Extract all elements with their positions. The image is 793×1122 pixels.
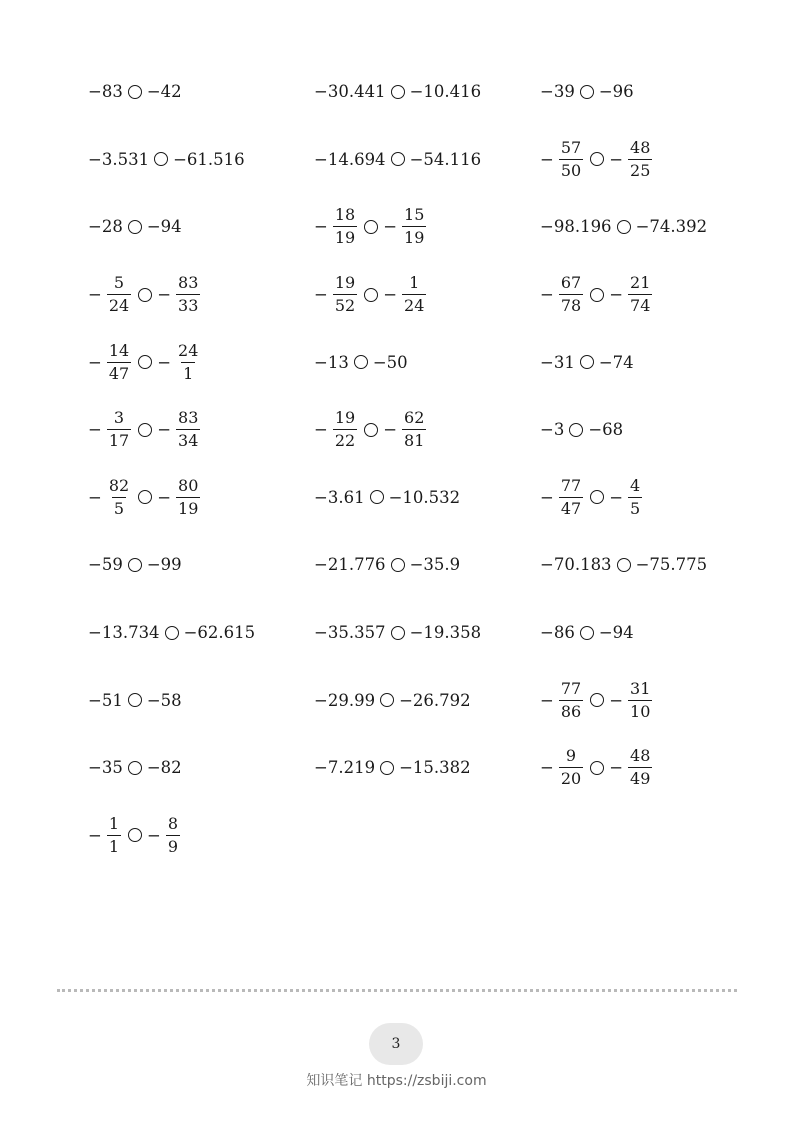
fraction-sign: − <box>540 149 554 169</box>
number-term: −86 <box>540 623 575 643</box>
comparison-problem <box>88 340 314 383</box>
fraction <box>559 748 583 787</box>
fraction-sign: − <box>88 487 102 507</box>
fraction-term <box>609 475 644 518</box>
number-term: −96 <box>598 82 634 102</box>
answer-circle[interactable] <box>128 693 142 707</box>
fraction-term <box>88 340 133 383</box>
fraction-denominator: 24 <box>108 296 130 316</box>
fraction-term <box>540 137 585 180</box>
fraction-numerator: 83 <box>178 273 199 293</box>
number-term: −94 <box>598 623 634 643</box>
fraction-denominator: 10 <box>630 701 651 721</box>
number-term: −35.357 <box>314 623 386 643</box>
fraction-denominator: 1 <box>108 836 120 856</box>
comparison-problem <box>540 275 766 314</box>
number-term: −42 <box>146 82 182 102</box>
fraction-denominator: 22 <box>334 431 356 451</box>
fraction-denominator: 50 <box>560 160 582 180</box>
problem-row <box>88 531 768 599</box>
fraction-term <box>88 275 133 314</box>
answer-circle[interactable] <box>590 490 604 504</box>
fraction-numerator: 83 <box>178 408 199 428</box>
comparison-problem <box>88 623 314 642</box>
fraction-term <box>609 275 654 314</box>
number-term: −50 <box>372 352 408 372</box>
fraction-term <box>609 748 654 787</box>
number-term: −70.183 <box>540 555 612 575</box>
fraction-numerator: 31 <box>630 678 651 698</box>
fraction-numerator: 82 <box>108 475 130 495</box>
fraction-sign: − <box>157 420 172 440</box>
fraction-numerator: 1 <box>108 813 120 833</box>
fraction-term <box>383 207 428 246</box>
problem-row <box>88 802 768 870</box>
fraction-denominator: 47 <box>560 498 582 518</box>
number-term: −30.441 <box>314 82 386 102</box>
page-number: 3 <box>391 1036 401 1052</box>
comparison-problem <box>88 275 314 314</box>
fraction <box>559 475 583 518</box>
problem-row <box>88 193 768 261</box>
comparison-problem <box>88 691 314 710</box>
fraction-denominator: 9 <box>167 836 179 856</box>
comparison-problem <box>88 82 314 101</box>
fraction-term <box>383 275 428 314</box>
answer-circle[interactable] <box>165 626 179 640</box>
answer-circle[interactable] <box>154 152 168 166</box>
fraction-denominator: 19 <box>334 228 356 248</box>
fraction-numerator: 3 <box>113 408 125 428</box>
fraction-denominator: 34 <box>178 431 199 451</box>
answer-circle[interactable] <box>128 761 142 775</box>
fraction-numerator: 5 <box>113 273 125 293</box>
answer-circle[interactable] <box>391 85 405 99</box>
answer-circle[interactable] <box>580 355 594 369</box>
fraction-denominator: 74 <box>630 296 651 316</box>
fraction-term <box>147 813 182 856</box>
fraction-denominator: 24 <box>404 296 425 316</box>
problem-row <box>88 734 768 802</box>
fraction-denominator: 1 <box>183 363 194 383</box>
fraction-numerator: 15 <box>404 205 425 225</box>
fraction-numerator: 67 <box>560 273 582 293</box>
number-term: −74.392 <box>635 217 708 237</box>
answer-circle[interactable] <box>569 423 583 437</box>
fraction-term <box>609 678 654 721</box>
comparison-problem <box>540 748 766 787</box>
fraction-numerator: 19 <box>334 408 356 428</box>
fraction-sign: − <box>383 217 398 237</box>
number-term: −7.219 <box>314 758 376 778</box>
answer-circle[interactable] <box>590 693 604 707</box>
fraction-term <box>540 748 585 787</box>
fraction-sign: − <box>314 285 328 305</box>
number-term: −62.615 <box>183 623 256 643</box>
fraction-numerator: 77 <box>560 678 582 698</box>
fraction-sign: − <box>383 420 398 440</box>
comparison-problem <box>314 555 540 574</box>
fraction-sign: − <box>540 758 554 778</box>
number-term: −26.792 <box>399 690 471 710</box>
fraction-numerator: 62 <box>404 408 425 428</box>
fraction <box>107 813 121 856</box>
fraction-term <box>540 475 585 518</box>
answer-circle[interactable] <box>380 693 394 707</box>
problem-row <box>88 396 768 464</box>
problem-row <box>88 126 768 194</box>
fraction-sign: − <box>88 420 102 440</box>
number-term: −29.99 <box>314 690 376 710</box>
fraction <box>107 275 131 314</box>
fraction <box>176 410 200 449</box>
fraction-term <box>157 410 202 449</box>
number-term: −21.776 <box>314 555 386 575</box>
comparison-problem <box>88 758 314 777</box>
fraction-sign: − <box>540 487 554 507</box>
comparison-problem <box>88 475 314 518</box>
number-term: −94 <box>146 217 182 237</box>
answer-circle[interactable] <box>590 152 604 166</box>
comparison-problem <box>314 488 540 507</box>
number-term: −35 <box>88 758 123 778</box>
fraction-numerator: 24 <box>178 340 199 360</box>
number-term: −35.9 <box>409 555 461 575</box>
fraction-term <box>314 207 359 246</box>
comparison-problem <box>88 410 314 449</box>
fraction-sign: − <box>609 149 624 169</box>
fraction-sign: − <box>540 690 554 710</box>
fraction-numerator: 77 <box>560 475 582 495</box>
number-term: −3.61 <box>314 487 365 507</box>
answer-circle[interactable] <box>391 626 405 640</box>
fraction-term <box>314 410 359 449</box>
number-term: −68 <box>588 420 624 440</box>
fraction-denominator: 33 <box>178 296 199 316</box>
fraction-denominator: 25 <box>630 160 651 180</box>
fraction <box>333 275 357 314</box>
fraction-sign: − <box>383 285 398 305</box>
fraction-term <box>540 275 585 314</box>
comparison-problem <box>88 555 314 574</box>
fraction-sign: − <box>157 352 172 372</box>
fraction-denominator: 19 <box>178 498 199 518</box>
fraction-term <box>157 475 202 518</box>
comparison-problem <box>540 82 766 101</box>
answer-circle[interactable] <box>128 220 142 234</box>
fraction-numerator: 48 <box>630 746 651 766</box>
fraction-numerator: 4 <box>630 475 641 495</box>
fraction-sign: − <box>609 758 624 778</box>
comparison-problem <box>540 475 766 518</box>
answer-circle[interactable] <box>617 558 631 572</box>
number-term: −82 <box>146 758 182 778</box>
comparison-problem <box>314 275 540 314</box>
fraction-sign: − <box>157 285 172 305</box>
fraction <box>559 137 583 180</box>
fraction-denominator: 5 <box>113 498 125 518</box>
comparison-problem <box>540 353 766 372</box>
fraction-numerator: 1 <box>409 273 420 293</box>
fraction-term <box>314 275 359 314</box>
comparison-problem <box>540 555 766 574</box>
fraction-sign: − <box>157 487 172 507</box>
number-term: −31 <box>540 352 575 372</box>
fraction-numerator: 14 <box>108 340 130 360</box>
number-term: −74 <box>598 352 634 372</box>
answer-circle[interactable] <box>138 423 152 437</box>
answer-circle[interactable] <box>364 423 378 437</box>
fraction-term <box>88 813 123 856</box>
number-term: −39 <box>540 82 575 102</box>
answer-circle[interactable] <box>617 220 631 234</box>
answer-circle[interactable] <box>580 85 594 99</box>
fraction-denominator: 17 <box>108 431 130 451</box>
page-number-badge <box>369 1023 423 1065</box>
number-term: −58 <box>146 690 182 710</box>
fraction <box>628 475 642 518</box>
number-term: −99 <box>146 555 182 575</box>
fraction-denominator: 20 <box>560 769 582 789</box>
answer-circle[interactable] <box>391 558 405 572</box>
fraction-sign: − <box>147 825 161 845</box>
fraction-denominator: 52 <box>334 296 356 316</box>
fraction-denominator: 78 <box>560 296 582 316</box>
answer-circle[interactable] <box>364 288 378 302</box>
answer-circle[interactable] <box>138 355 152 369</box>
dotted-divider <box>57 989 737 992</box>
answer-circle[interactable] <box>354 355 368 369</box>
number-term: −19.358 <box>409 623 482 643</box>
fraction-term <box>540 678 585 721</box>
fraction-term <box>609 137 654 180</box>
fraction-numerator: 8 <box>167 813 179 833</box>
fraction-denominator: 81 <box>404 431 425 451</box>
answer-circle[interactable] <box>138 288 152 302</box>
fraction-sign: − <box>88 352 102 372</box>
fraction-numerator: 80 <box>178 475 199 495</box>
comparison-problem <box>314 207 540 246</box>
number-term: −54.116 <box>409 149 482 169</box>
fraction-term <box>88 410 133 449</box>
fraction-sign: − <box>314 420 328 440</box>
number-term: −14.694 <box>314 149 386 169</box>
number-term: −13.734 <box>88 623 160 643</box>
comparison-problem <box>88 813 314 856</box>
number-term: −3 <box>540 420 565 440</box>
fraction-numerator: 48 <box>630 137 651 157</box>
number-term: −83 <box>88 82 123 102</box>
problem-row <box>88 328 768 396</box>
answer-circle[interactable] <box>391 152 405 166</box>
fraction-sign: − <box>88 825 102 845</box>
problem-row <box>88 261 768 329</box>
fraction <box>176 275 200 314</box>
fraction-denominator: 47 <box>108 363 130 383</box>
number-term: −10.416 <box>409 82 482 102</box>
comparison-problem <box>540 678 766 721</box>
fraction <box>107 475 131 518</box>
number-term: −59 <box>88 555 123 575</box>
fraction-term <box>88 475 133 518</box>
number-term: −3.531 <box>88 149 150 169</box>
answer-circle[interactable] <box>128 828 142 842</box>
comparison-problem <box>314 82 540 101</box>
fraction <box>176 340 200 383</box>
answer-circle[interactable] <box>380 761 394 775</box>
comparison-problem <box>314 353 540 372</box>
fraction <box>402 410 426 449</box>
comparison-problem <box>314 623 540 642</box>
fraction-sign: − <box>609 487 624 507</box>
number-term: −61.516 <box>173 149 245 169</box>
answer-circle[interactable] <box>590 761 604 775</box>
number-term: −98.196 <box>540 217 612 237</box>
fraction-sign: − <box>88 285 102 305</box>
fraction <box>176 475 200 518</box>
problem-row <box>88 666 768 734</box>
fraction-sign: − <box>609 690 624 710</box>
comparison-problem <box>88 150 314 169</box>
answer-circle[interactable] <box>138 490 152 504</box>
number-term: −75.775 <box>635 555 708 575</box>
footer-source: 知识笔记 https://zsbiji.com <box>306 1073 487 1089</box>
answer-circle[interactable] <box>590 288 604 302</box>
fraction-denominator: 19 <box>404 228 425 248</box>
fraction-denominator: 5 <box>630 498 641 518</box>
fraction-sign: − <box>314 217 328 237</box>
fraction <box>402 275 426 314</box>
fraction <box>628 678 652 721</box>
fraction-sign: − <box>609 285 624 305</box>
comparison-problem <box>314 691 540 710</box>
comparison-problem <box>314 410 540 449</box>
fraction-numerator: 18 <box>334 205 356 225</box>
comparison-problem <box>540 137 766 180</box>
comparison-problem <box>314 150 540 169</box>
fraction <box>559 275 583 314</box>
answer-circle[interactable] <box>370 490 384 504</box>
fraction-sign: − <box>540 285 554 305</box>
comparison-problem <box>540 217 766 236</box>
fraction <box>333 207 357 246</box>
comparison-problem <box>540 623 766 642</box>
fraction <box>402 207 426 246</box>
fraction-numerator: 9 <box>565 746 577 766</box>
fraction <box>559 678 583 721</box>
fraction <box>166 813 180 856</box>
fraction <box>628 137 652 180</box>
fraction <box>628 748 652 787</box>
problem-row <box>88 599 768 667</box>
fraction-denominator: 86 <box>560 701 582 721</box>
fraction-numerator: 19 <box>334 273 356 293</box>
number-term: −28 <box>88 217 123 237</box>
fraction-numerator: 57 <box>560 137 582 157</box>
number-term: −15.382 <box>399 758 471 778</box>
fraction-term <box>157 340 202 383</box>
problem-grid <box>88 58 768 869</box>
fraction-term <box>157 275 202 314</box>
fraction-numerator: 21 <box>630 273 651 293</box>
answer-circle[interactable] <box>364 220 378 234</box>
fraction <box>628 275 652 314</box>
fraction-term <box>383 410 428 449</box>
fraction <box>107 340 131 383</box>
fraction-denominator: 49 <box>630 769 651 789</box>
problem-row <box>88 58 768 126</box>
number-term: −51 <box>88 690 123 710</box>
comparison-problem <box>540 420 766 439</box>
comparison-problem <box>314 758 540 777</box>
fraction <box>333 410 357 449</box>
comparison-problem <box>88 217 314 236</box>
answer-circle[interactable] <box>128 85 142 99</box>
answer-circle[interactable] <box>580 626 594 640</box>
answer-circle[interactable] <box>128 558 142 572</box>
problem-row <box>88 464 768 532</box>
fraction <box>107 410 131 449</box>
number-term: −10.532 <box>388 487 461 507</box>
number-term: −13 <box>314 352 349 372</box>
